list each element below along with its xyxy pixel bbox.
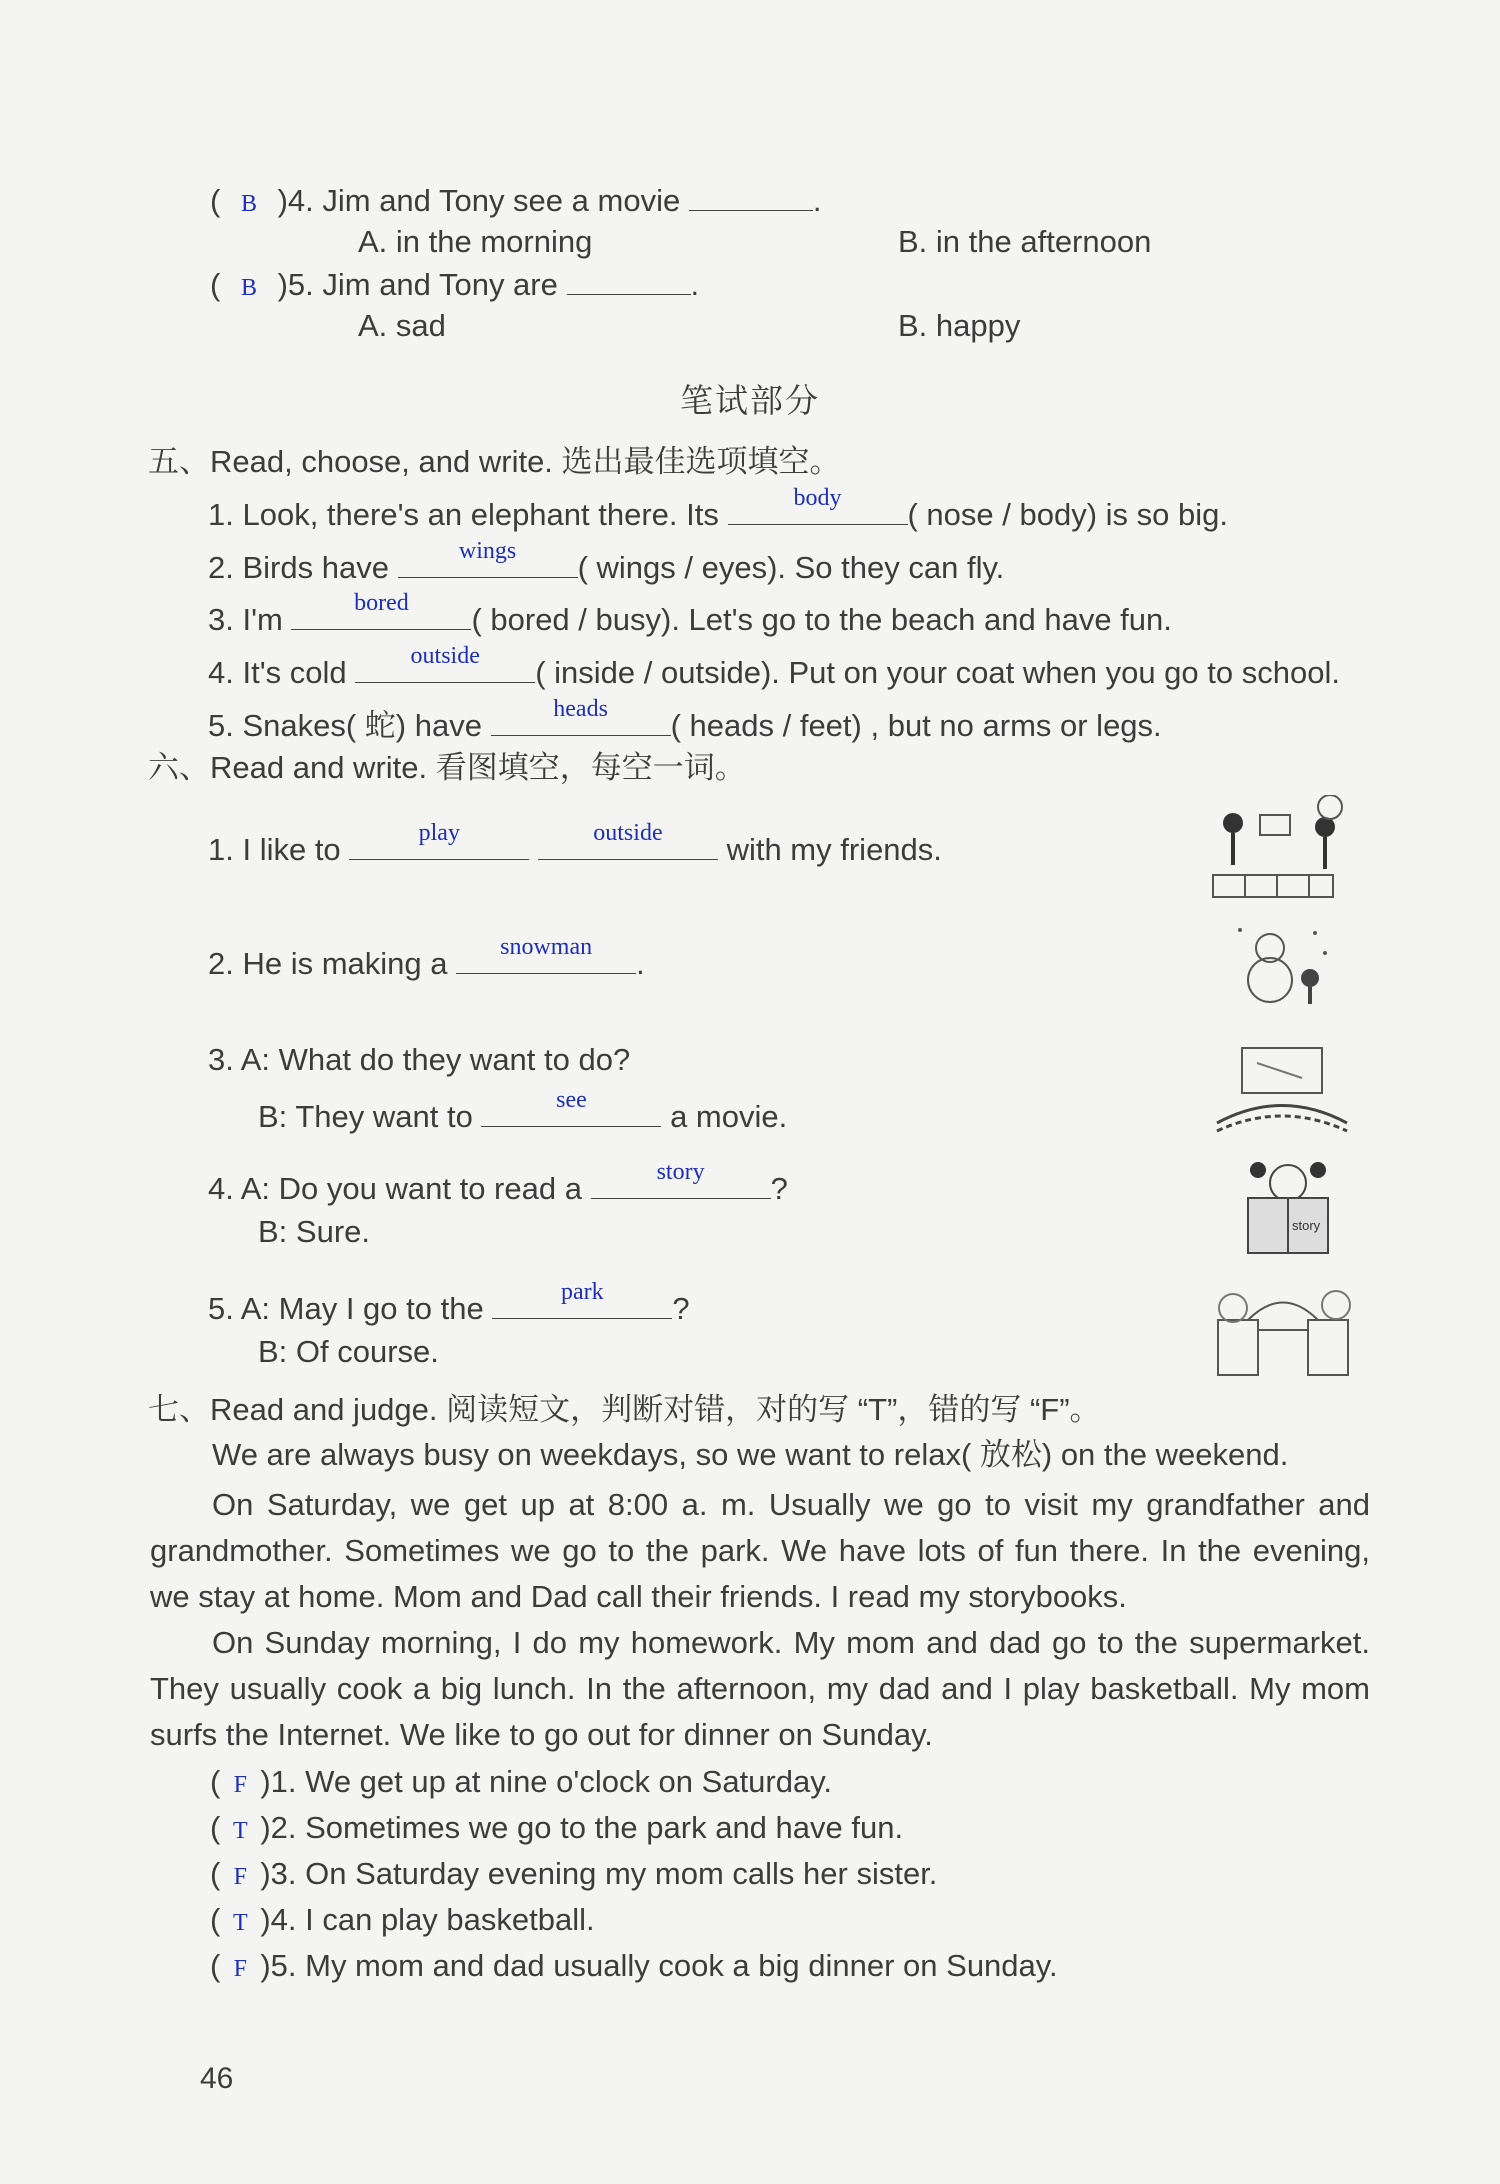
answer-mark: T — [232, 1910, 248, 1936]
answer-blank[interactable] — [689, 180, 813, 211]
snowman-image — [1225, 918, 1335, 1008]
s5-item-3: 3. I'm bored ( bored / busy). Let's go to the beach and have fun. — [208, 590, 1172, 637]
passage-paragraph-3: On Sunday morning, I do my homework. My mom and dad go to the supermarket. They usually cook a big lunch. In the afternoon, my dad and I play basketball. My mom surfs the Internet. We like to go out for dinner on Sunday. — [150, 1625, 1370, 1752]
option-b: B. happy — [898, 308, 1021, 343]
page-number: 46 — [200, 2062, 234, 2095]
s6-item-5b: B: Of course. — [258, 1334, 439, 1369]
listening-q4: ( B )4. Jim and Tony see a movie . — [210, 180, 821, 224]
s6-item-4a: 4. A: Do you want to read a story ? — [208, 1159, 788, 1206]
judge-item-1: ( F )1. We get up at nine o'clock on Saturday. — [210, 1762, 832, 1805]
answer-blank[interactable]: see — [481, 1096, 661, 1127]
answer-blank[interactable]: outside — [355, 652, 535, 683]
judge-item-3: ( F )3. On Saturday evening my mom calls her sister. — [210, 1854, 937, 1897]
question-stem: )4. Jim and Tony see a movie — [277, 183, 681, 218]
answer-blank[interactable]: snowman — [456, 943, 636, 974]
question-stem: )5. Jim and Tony are — [277, 267, 558, 302]
judge-item-2: ( T )2. Sometimes we go to the park and have fun. — [210, 1808, 903, 1851]
park-gate-image — [1208, 1280, 1358, 1380]
answer-mark: F — [233, 1772, 247, 1798]
answer-mark: B — [240, 191, 257, 217]
cinema-image — [1212, 1043, 1352, 1133]
girl-reading-story-image — [1228, 1158, 1348, 1258]
s5-item-5: 5. Snakes( 蛇) have heads ( heads / feet) , but no arms or legs. — [208, 696, 1162, 743]
section6-header: 六、Read and write. 看图填空，每空一词。 — [148, 750, 746, 785]
judge-item-5: ( F )5. My mom and dad usually cook a big dinner on Sunday. — [210, 1946, 1058, 1989]
answer-mark: B — [240, 275, 257, 301]
answer-blank[interactable]: park — [492, 1288, 672, 1319]
answer-blank[interactable]: bored — [291, 599, 471, 630]
s6-item-3b: B: They want to see a movie. — [258, 1087, 788, 1134]
s6-item-4b: B: Sure. — [258, 1214, 370, 1249]
answer-blank[interactable]: outside — [538, 829, 718, 860]
option-a: A. in the morning — [358, 224, 593, 259]
section7-header: 七、Read and judge. 阅读短文，判断对错，对的写 “T”，错的写 “F”。 — [148, 1392, 1101, 1427]
answer-blank[interactable]: play — [349, 829, 529, 860]
s6-item-3a: 3. A: What do they want to do? — [208, 1042, 631, 1077]
answer-blank[interactable]: story — [591, 1168, 771, 1199]
s6-item-5a: 5. A: May I go to the park ? — [208, 1279, 690, 1326]
option-a: A. sad — [358, 308, 446, 343]
passage-paragraph-2: On Saturday, we get up at 8:00 a. m. Usually we go to visit my grandfather and grandmother. Sometimes we go to the park. We have lots of fun there. In the evening, we stay at home. Mom and Dad call their friends. I read my storybooks. — [150, 1487, 1370, 1614]
answer-mark: F — [233, 1956, 247, 1982]
section-title-written: 笔试部分 — [680, 382, 820, 419]
s5-item-2: 2. Birds have wings ( wings / eyes). So they can fly. — [208, 538, 1005, 585]
s5-item-4: 4. It's cold outside ( inside / outside). Put on your coat when you go to school. — [208, 643, 1340, 690]
s6-item-2: 2. He is making a snowman . — [208, 934, 645, 981]
book-label: story — [1292, 1218, 1321, 1233]
answer-mark: T — [232, 1818, 248, 1844]
answer-blank[interactable]: heads — [491, 705, 671, 736]
passage-paragraph-1: We are always busy on weekdays, so we want to relax( 放松) on the weekend. — [212, 1437, 1289, 1472]
judge-item-4: ( T )4. I can play basketball. — [210, 1900, 595, 1943]
s6-item-1: 1. I like to play outside with my friends. — [208, 820, 942, 867]
answer-blank[interactable]: wings — [398, 547, 578, 578]
answer-mark: F — [233, 1864, 247, 1890]
s5-item-1: 1. Look, there's an elephant there. Its body ( nose / body) is so big. — [208, 485, 1228, 532]
answer-blank[interactable]: body — [728, 494, 908, 525]
kids-playing-image — [1205, 795, 1355, 905]
answer-blank[interactable] — [567, 264, 691, 295]
listening-q5: ( B )5. Jim and Tony are . — [210, 264, 699, 308]
option-b: B. in the afternoon — [898, 224, 1152, 259]
section5-header: 五、Read, choose, and write. 选出最佳选项填空。 — [148, 444, 841, 479]
